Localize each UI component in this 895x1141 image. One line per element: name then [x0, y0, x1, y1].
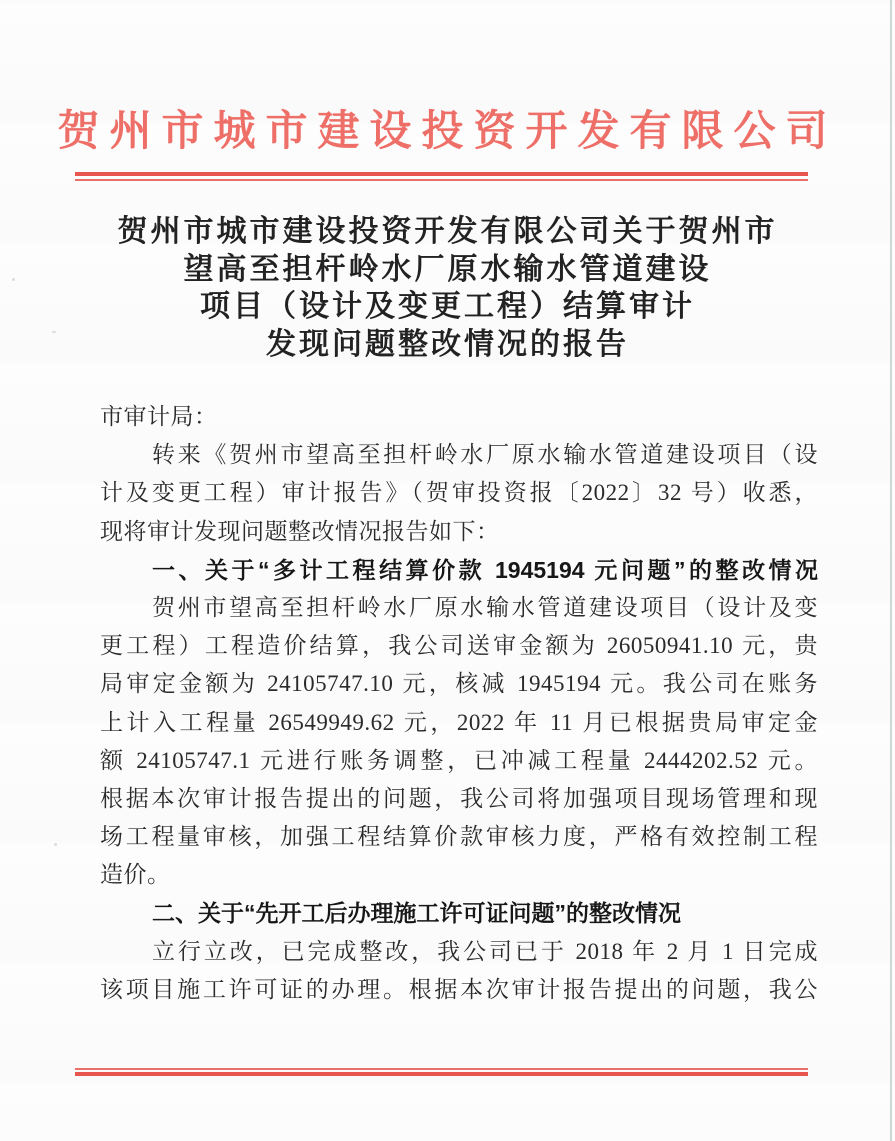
section-2-heading: 二、关于“先开工后办理施工许可证问题”的整改情况	[152, 900, 681, 927]
title-line-4: 发现问题整改情况的报告	[266, 327, 629, 361]
header-rule	[75, 172, 808, 181]
scan-speck	[12, 278, 15, 281]
document-title	[48, 213, 847, 363]
header-rule-thick-bar	[75, 172, 808, 176]
title-line-1: 贺州市城市建设投资开发有限公司关于贺州市	[117, 215, 778, 248]
body-line: 更工程）工程造价结算，我公司送审金额为 26050941.10 元，贵	[100, 633, 818, 659]
body-line: 场工程量审核，加强工程结算价款审核力度，严格有效控制工程	[100, 824, 818, 850]
section-1-heading: 一、关于“多计工程结算价款 1945194 元问题”的整改情况	[152, 556, 818, 583]
scan-edge-artifact	[890, 0, 892, 1141]
footer-rule-thick-bar	[75, 1072, 808, 1076]
body-line: 贺州市望高至担杆岭水厂原水输水管道建设项目（设计及变	[152, 594, 818, 620]
body-line: 计及变更工程）审计报告》（贺审投资报〔2022〕32 号）收悉，	[100, 480, 818, 506]
title-line-2: 望高至担杆岭水厂原水输水管道建设	[183, 252, 712, 286]
body-line: 该项目施工许可证的办理。根据本次审计报告提出的问题，我公	[100, 976, 818, 1002]
body-line: 现将审计发现问题整改情况报告如下：	[100, 518, 500, 544]
scan-speck	[54, 843, 57, 846]
header-rule-thin-bar	[75, 179, 808, 181]
footer-rule-thin-bar	[75, 1068, 808, 1070]
body-line: 转来《贺州市望高至担杆岭水厂原水输水管道建设项目（设	[152, 442, 818, 468]
document-body	[100, 398, 818, 1009]
title-line-3: 项目（设计及变更工程）结算审计	[200, 290, 695, 323]
body-line: 局审定金额为 24105747.10 元，核减 1945194 元。我公司在账务	[100, 671, 818, 697]
body-line: 造价。	[100, 862, 171, 888]
letterhead-company-name: 贺州市城市建设投资开发有限公司	[57, 109, 838, 155]
footer-rule	[75, 1068, 808, 1076]
body-line: 额 24105747.1 元进行账务调整，已冲减工程量 2444202.52 元。	[100, 747, 818, 773]
salutation: 市审计局：	[100, 404, 218, 429]
body-line: 根据本次审计报告提出的问题，我公司将加强项目现场管理和现	[100, 785, 818, 811]
body-line: 上计入工程量 26549949.62 元，2022 年 11 月已根据贵局审定金	[100, 709, 818, 735]
body-line: 立行立改，已完成整改，我公司已于 2018 年 2 月 1 日完成	[152, 938, 818, 964]
scan-speck	[52, 331, 56, 333]
